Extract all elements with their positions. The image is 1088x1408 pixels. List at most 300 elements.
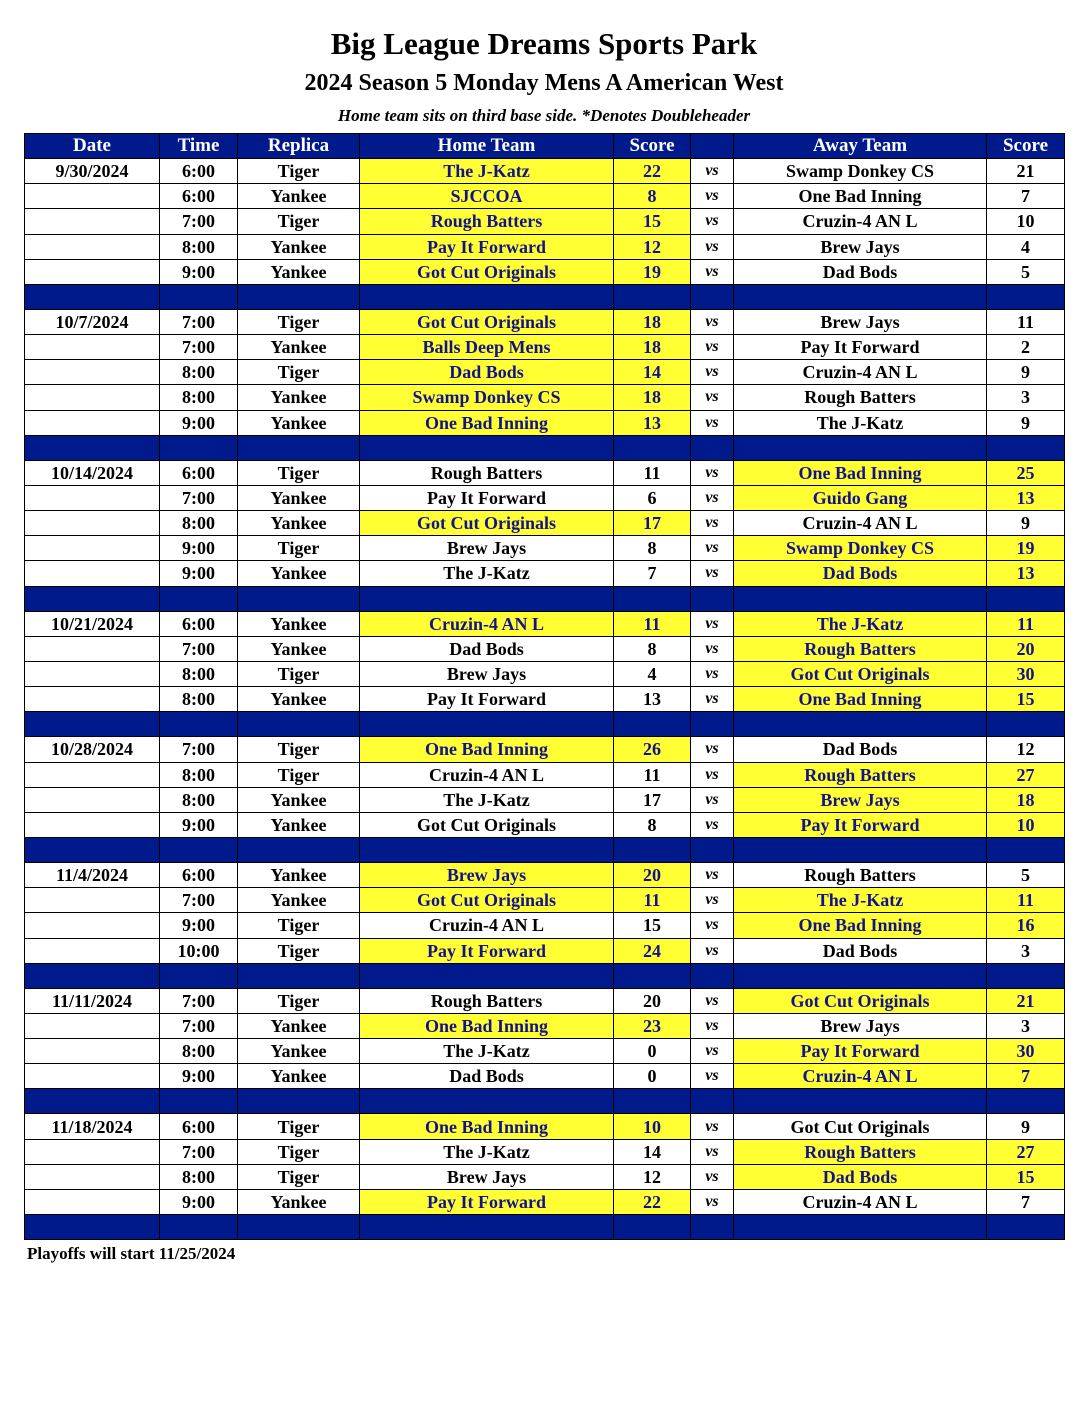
date-cell [25,1039,160,1064]
home-score-cell: 13 [614,410,691,435]
replica-cell: Tiger [238,762,360,787]
game-row [25,611,1065,636]
vs-cell: vs [691,913,734,938]
replica-cell: Yankee [238,611,360,636]
away-team-cell: Dad Bods [734,1164,987,1189]
separator-cell [25,963,160,988]
away-score-cell: 10 [987,209,1065,234]
home-score-cell: 7 [614,561,691,586]
game-row [25,1013,1065,1038]
game-row [25,1164,1065,1189]
home-score-cell: 18 [614,309,691,334]
time-cell: 9:00 [160,410,238,435]
time-cell: 7:00 [160,888,238,913]
home-team-cell: Pay It Forward [360,938,614,963]
away-score-cell: 11 [987,888,1065,913]
time-cell: 9:00 [160,1189,238,1214]
home-score-cell: 13 [614,687,691,712]
away-score-cell: 21 [987,159,1065,184]
date-cell: 11/4/2024 [25,863,160,888]
away-score-cell: 2 [987,335,1065,360]
replica-cell: Yankee [238,687,360,712]
game-row [25,309,1065,334]
separator-cell [360,837,614,862]
game-row [25,184,1065,209]
game-row [25,159,1065,184]
page-title: Big League Dreams Sports Park [330,26,758,61]
home-score-cell: 20 [614,988,691,1013]
separator-cell [160,1215,238,1240]
time-cell: 8:00 [160,234,238,259]
separator-cell [987,963,1065,988]
time-cell: 7:00 [160,209,238,234]
date-cell [25,335,160,360]
away-score-cell: 3 [987,385,1065,410]
vs-cell: vs [691,1189,734,1214]
col-date: Date [25,134,160,159]
vs-cell: vs [691,938,734,963]
game-row [25,913,1065,938]
away-team-cell: Brew Jays [734,1013,987,1038]
vs-cell: vs [691,787,734,812]
away-score-cell: 15 [987,687,1065,712]
home-score-cell: 20 [614,863,691,888]
vs-cell: vs [691,536,734,561]
date-cell [25,762,160,787]
time-cell: 8:00 [160,787,238,812]
separator-cell [691,586,734,611]
separator-cell [25,284,160,309]
date-cell [25,234,160,259]
game-row [25,1139,1065,1164]
time-cell: 8:00 [160,1039,238,1064]
week-separator-row [25,586,1065,611]
replica-cell: Tiger [238,536,360,561]
vs-cell: vs [691,561,734,586]
replica-cell: Tiger [238,737,360,762]
vs-cell: vs [691,209,734,234]
home-score-cell: 8 [614,812,691,837]
replica-cell: Tiger [238,1164,360,1189]
schedule-table [24,133,1065,1240]
vs-cell: vs [691,1064,734,1089]
separator-cell [987,837,1065,862]
separator-cell [614,435,691,460]
week-separator-row [25,1215,1065,1240]
game-row [25,360,1065,385]
separator-cell [25,712,160,737]
time-cell: 8:00 [160,360,238,385]
away-team-cell: Rough Batters [734,385,987,410]
away-team-cell: Swamp Donkey CS [734,159,987,184]
home-team-cell: One Bad Inning [360,410,614,435]
separator-cell [614,1215,691,1240]
separator-cell [238,963,360,988]
home-team-cell: One Bad Inning [360,737,614,762]
home-score-cell: 11 [614,460,691,485]
away-team-cell: Pay It Forward [734,335,987,360]
away-score-cell: 5 [987,863,1065,888]
home-score-cell: 8 [614,536,691,561]
vs-cell: vs [691,888,734,913]
away-score-cell: 11 [987,611,1065,636]
replica-cell: Yankee [238,184,360,209]
date-cell [25,259,160,284]
home-score-cell: 11 [614,888,691,913]
home-team-cell: Rough Batters [360,209,614,234]
date-cell [25,561,160,586]
separator-cell [160,1089,238,1114]
away-team-cell: Rough Batters [734,762,987,787]
separator-cell [987,712,1065,737]
away-team-cell: Rough Batters [734,863,987,888]
away-team-cell: Cruzin-4 AN L [734,209,987,234]
home-team-cell: Dad Bods [360,636,614,661]
away-team-cell: Brew Jays [734,234,987,259]
vs-cell: vs [691,1139,734,1164]
date-cell [25,913,160,938]
away-team-cell: Brew Jays [734,787,987,812]
separator-cell [987,1089,1065,1114]
separator-cell [160,837,238,862]
vs-cell: vs [691,410,734,435]
away-score-cell: 12 [987,737,1065,762]
playoffs-note: Playoffs will start 11/25/2024 [27,1244,236,1263]
col-time: Time [160,134,238,159]
replica-cell: Tiger [238,360,360,385]
home-score-cell: 6 [614,485,691,510]
away-score-cell: 3 [987,938,1065,963]
vs-cell: vs [691,863,734,888]
home-team-cell: The J-Katz [360,1039,614,1064]
game-row [25,209,1065,234]
away-team-cell: Dad Bods [734,938,987,963]
game-row [25,511,1065,536]
home-team-cell: Got Cut Originals [360,812,614,837]
vs-cell: vs [691,812,734,837]
home-team-cell: The J-Katz [360,1139,614,1164]
time-cell: 7:00 [160,309,238,334]
vs-cell: vs [691,511,734,536]
time-cell: 8:00 [160,385,238,410]
week-separator-row [25,284,1065,309]
date-cell [25,1013,160,1038]
away-score-cell: 13 [987,485,1065,510]
separator-cell [691,284,734,309]
separator-cell [614,586,691,611]
away-team-cell: Pay It Forward [734,1039,987,1064]
date-cell [25,385,160,410]
home-score-cell: 0 [614,1064,691,1089]
away-team-cell: Got Cut Originals [734,661,987,686]
game-row [25,460,1065,485]
away-team-cell: Got Cut Originals [734,988,987,1013]
home-team-cell: Cruzin-4 AN L [360,611,614,636]
separator-cell [238,1089,360,1114]
away-score-cell: 16 [987,913,1065,938]
home-score-cell: 17 [614,787,691,812]
date-cell [25,1139,160,1164]
game-row [25,1039,1065,1064]
away-team-cell: Cruzin-4 AN L [734,1189,987,1214]
separator-cell [160,963,238,988]
replica-cell: Yankee [238,485,360,510]
col-away-score: Score [987,134,1065,159]
vs-cell: vs [691,485,734,510]
vs-cell: vs [691,1114,734,1139]
home-score-cell: 17 [614,511,691,536]
vs-cell: vs [691,385,734,410]
home-score-cell: 12 [614,1164,691,1189]
vs-cell: vs [691,259,734,284]
time-cell: 7:00 [160,485,238,510]
replica-cell: Yankee [238,1189,360,1214]
separator-cell [734,586,987,611]
away-team-cell: Rough Batters [734,636,987,661]
home-score-cell: 15 [614,913,691,938]
away-team-cell: The J-Katz [734,611,987,636]
home-score-cell: 24 [614,938,691,963]
replica-cell: Tiger [238,460,360,485]
separator-cell [734,712,987,737]
date-cell [25,938,160,963]
home-score-cell: 11 [614,611,691,636]
separator-cell [614,712,691,737]
vs-cell: vs [691,159,734,184]
separator-cell [25,1089,160,1114]
home-team-cell: Got Cut Originals [360,511,614,536]
date-cell [25,511,160,536]
home-score-cell: 22 [614,1189,691,1214]
time-cell: 9:00 [160,561,238,586]
replica-cell: Tiger [238,938,360,963]
home-team-cell: One Bad Inning [360,1013,614,1038]
away-team-cell: Got Cut Originals [734,1114,987,1139]
away-score-cell: 7 [987,184,1065,209]
replica-cell: Tiger [238,1139,360,1164]
home-score-cell: 14 [614,360,691,385]
week-separator-row [25,1089,1065,1114]
separator-cell [238,586,360,611]
replica-cell: Yankee [238,385,360,410]
home-team-cell: Got Cut Originals [360,259,614,284]
time-cell: 8:00 [160,687,238,712]
away-score-cell: 9 [987,410,1065,435]
replica-cell: Tiger [238,1114,360,1139]
home-score-cell: 14 [614,1139,691,1164]
replica-cell: Tiger [238,988,360,1013]
game-row [25,762,1065,787]
away-score-cell: 11 [987,309,1065,334]
separator-cell [614,837,691,862]
home-team-cell: Dad Bods [360,360,614,385]
home-score-cell: 11 [614,762,691,787]
date-cell: 10/21/2024 [25,611,160,636]
away-score-cell: 10 [987,812,1065,837]
game-row [25,234,1065,259]
separator-cell [360,586,614,611]
vs-cell: vs [691,687,734,712]
home-score-cell: 18 [614,335,691,360]
separator-cell [691,1089,734,1114]
away-team-cell: Dad Bods [734,561,987,586]
date-cell: 10/14/2024 [25,460,160,485]
away-score-cell: 4 [987,234,1065,259]
vs-cell: vs [691,636,734,661]
time-cell: 6:00 [160,1114,238,1139]
away-score-cell: 9 [987,511,1065,536]
replica-cell: Yankee [238,787,360,812]
home-team-cell: Got Cut Originals [360,888,614,913]
game-row [25,737,1065,762]
separator-cell [987,435,1065,460]
game-row [25,485,1065,510]
date-cell [25,888,160,913]
date-cell [25,687,160,712]
header-row [25,134,1065,159]
game-row [25,259,1065,284]
season-subtitle: 2024 Season 5 Monday Mens A American West [304,70,784,96]
away-team-cell: Swamp Donkey CS [734,536,987,561]
date-cell [25,1164,160,1189]
separator-cell [987,586,1065,611]
game-row [25,687,1065,712]
home-team-cell: Pay It Forward [360,1189,614,1214]
home-score-cell: 19 [614,259,691,284]
home-team-cell: The J-Katz [360,561,614,586]
col-replica: Replica [238,134,360,159]
replica-cell: Yankee [238,234,360,259]
col-home-team: Home Team [360,134,614,159]
game-row [25,410,1065,435]
separator-cell [734,963,987,988]
replica-cell: Yankee [238,335,360,360]
replica-cell: Yankee [238,1013,360,1038]
vs-cell: vs [691,1013,734,1038]
home-score-cell: 4 [614,661,691,686]
replica-cell: Yankee [238,636,360,661]
home-team-cell: Got Cut Originals [360,309,614,334]
game-row [25,536,1065,561]
away-score-cell: 18 [987,787,1065,812]
away-team-cell: Guido Gang [734,485,987,510]
separator-cell [160,586,238,611]
separator-cell [691,1215,734,1240]
game-row [25,385,1065,410]
time-cell: 7:00 [160,1013,238,1038]
separator-cell [691,435,734,460]
date-cell [25,184,160,209]
game-row [25,812,1065,837]
away-score-cell: 13 [987,561,1065,586]
separator-cell [238,435,360,460]
separator-cell [691,963,734,988]
separator-cell [238,837,360,862]
date-cell: 9/30/2024 [25,159,160,184]
vs-cell: vs [691,1039,734,1064]
away-team-cell: Pay It Forward [734,812,987,837]
replica-cell: Yankee [238,888,360,913]
home-team-cell: Cruzin-4 AN L [360,913,614,938]
separator-cell [160,284,238,309]
replica-cell: Tiger [238,209,360,234]
game-row [25,661,1065,686]
separator-cell [734,1089,987,1114]
away-team-cell: Cruzin-4 AN L [734,1064,987,1089]
away-score-cell: 27 [987,762,1065,787]
home-score-cell: 23 [614,1013,691,1038]
vs-cell: vs [691,762,734,787]
game-row [25,787,1065,812]
replica-cell: Tiger [238,661,360,686]
away-team-cell: One Bad Inning [734,687,987,712]
separator-cell [987,284,1065,309]
vs-cell: vs [691,335,734,360]
time-cell: 6:00 [160,863,238,888]
home-team-cell: Brew Jays [360,536,614,561]
away-score-cell: 20 [987,636,1065,661]
separator-cell [160,435,238,460]
game-row [25,888,1065,913]
away-team-cell: Cruzin-4 AN L [734,360,987,385]
away-score-cell: 19 [987,536,1065,561]
separator-cell [25,1215,160,1240]
separator-cell [360,963,614,988]
separator-cell [360,284,614,309]
vs-cell: vs [691,661,734,686]
away-score-cell: 3 [987,1013,1065,1038]
date-cell [25,209,160,234]
time-cell: 9:00 [160,259,238,284]
away-score-cell: 30 [987,1039,1065,1064]
date-cell [25,812,160,837]
date-cell [25,410,160,435]
separator-cell [614,963,691,988]
home-team-cell: Pay It Forward [360,687,614,712]
date-cell: 11/18/2024 [25,1114,160,1139]
time-cell: 7:00 [160,737,238,762]
separator-cell [238,712,360,737]
away-team-cell: Dad Bods [734,737,987,762]
col-home-score: Score [614,134,691,159]
time-cell: 10:00 [160,938,238,963]
home-score-cell: 18 [614,385,691,410]
vs-cell: vs [691,988,734,1013]
week-separator-row [25,435,1065,460]
separator-cell [691,837,734,862]
vs-cell: vs [691,460,734,485]
separator-cell [360,435,614,460]
vs-cell: vs [691,309,734,334]
replica-cell: Yankee [238,812,360,837]
vs-cell: vs [691,234,734,259]
game-row [25,988,1065,1013]
home-score-cell: 10 [614,1114,691,1139]
vs-cell: vs [691,737,734,762]
separator-cell [691,712,734,737]
col-vs [691,134,734,159]
replica-cell: Yankee [238,410,360,435]
home-team-cell: Pay It Forward [360,234,614,259]
away-team-cell: The J-Katz [734,888,987,913]
separator-cell [734,435,987,460]
game-row [25,636,1065,661]
home-score-cell: 0 [614,1039,691,1064]
away-team-cell: One Bad Inning [734,184,987,209]
vs-cell: vs [691,184,734,209]
col-away-team: Away Team [734,134,987,159]
home-team-note: Home team sits on third base side. *Denotes Doubleheader [337,106,751,125]
